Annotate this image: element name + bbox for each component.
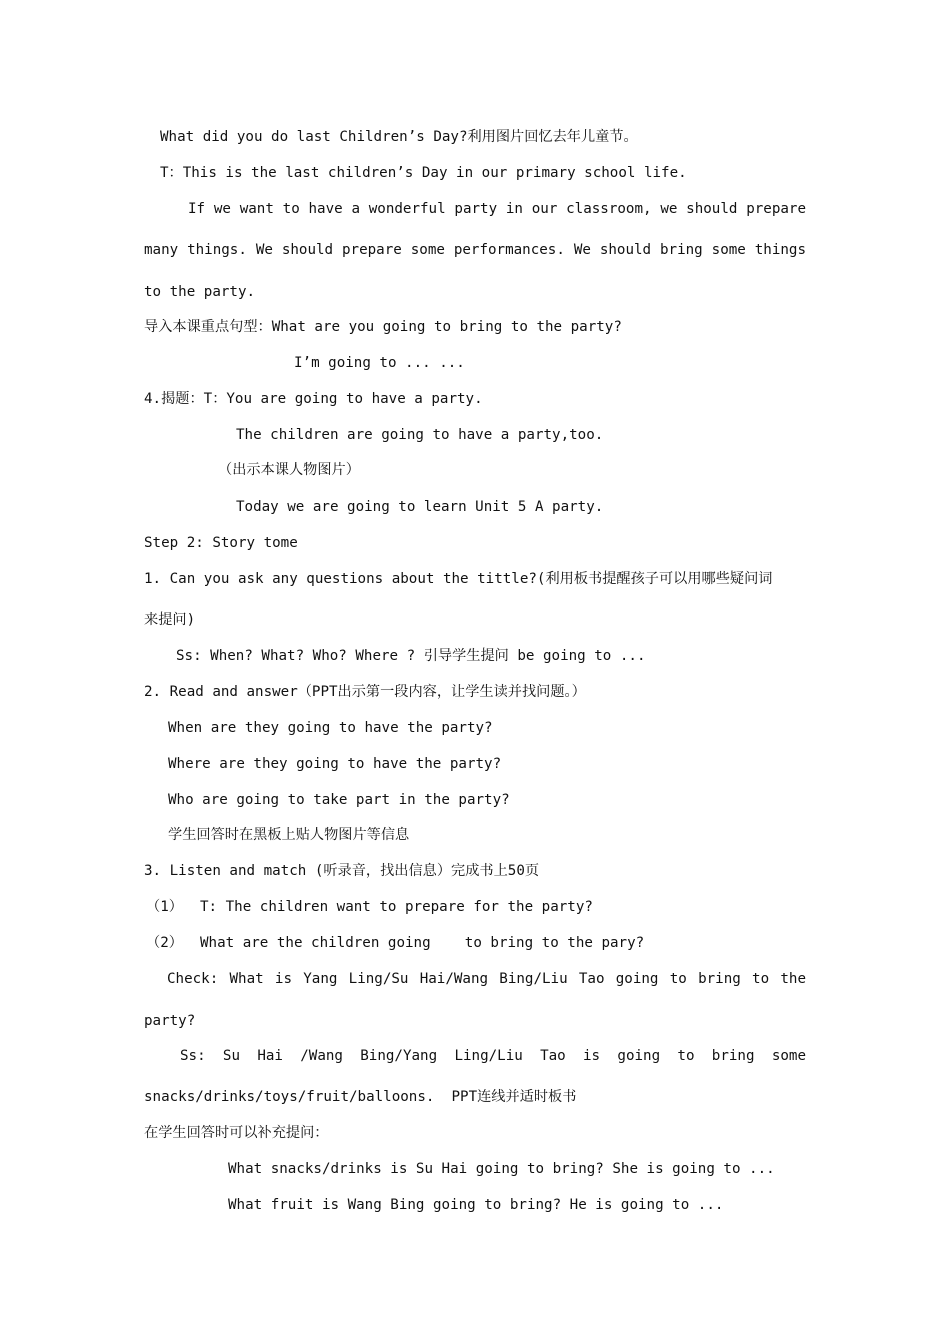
text-line: 2. Read and answer（PPT出示第一段内容，让学生读并找问题。） xyxy=(144,684,586,700)
text-line: What fruit is Wang Bing going to bring? He is going to ... xyxy=(228,1197,724,1213)
text-line: Ss: Su Hai /Wang Bing/Yang Ling/Liu Tao is going to bring some xyxy=(180,1048,806,1064)
text-line: Today we are going to learn Unit 5 A party. xyxy=(236,499,604,515)
text-line: 导入本课重点句型：What are you going to bring to the party? xyxy=(144,319,622,335)
text-line: （2） What are the children going to bring to the pary? xyxy=(146,935,645,951)
text-line: When are they going to have the party? xyxy=(168,720,493,736)
text-line: T：This is the last children’s Day in our primary school life. xyxy=(160,165,687,181)
text-line: Ss: When? What? Who? Where ? 引导学生提问 be going to ... xyxy=(176,648,646,664)
text-line: 在学生回答时可以补充提问： xyxy=(144,1125,329,1141)
text-line: 学生回答时在黑板上贴人物图片等信息 xyxy=(168,827,410,843)
text-line: （1） T: The children want to prepare for the party? xyxy=(146,899,593,915)
text-line: Step 2: Story tome xyxy=(144,535,298,551)
text-line: party? xyxy=(144,1013,196,1029)
text-line: What did you do last Children’s Day?利用图片回忆去年儿童节。 xyxy=(160,129,638,145)
text-line: What snacks/drinks is Su Hai going to bring? She is going to ... xyxy=(228,1161,775,1177)
text-line: I’m going to ... ... xyxy=(294,355,465,371)
text-line: Check: What is Yang Ling/Su Hai/Wang Bing/Liu Tao going to bring to the xyxy=(167,971,806,987)
text-line: to the party. xyxy=(144,284,256,300)
text-line: （出示本课人物图片） xyxy=(218,462,360,478)
text-line: The children are going to have a party,too. xyxy=(236,427,604,443)
text-line: 4.揭题：T：You are going to have a party. xyxy=(144,391,483,407)
text-line: snacks/drinks/toys/fruit/balloons. PPT连线并适时板书 xyxy=(144,1089,577,1105)
text-line: 3. Listen and match (听录音，找出信息）完成书上50页 xyxy=(144,863,540,879)
text-line: Where are they going to have the party? xyxy=(168,756,502,772)
text-line: many things. We should prepare some performances. We should bring some things xyxy=(144,242,806,258)
text-line: If we want to have a wonderful party in our classroom, we should prepare xyxy=(188,201,806,217)
text-line: 来提问) xyxy=(144,612,196,628)
text-line: 1. Can you ask any questions about the tittle?(利用板书提醒孩子可以用哪些疑问词 xyxy=(144,571,773,587)
text-line: Who are going to take part in the party? xyxy=(168,792,510,808)
